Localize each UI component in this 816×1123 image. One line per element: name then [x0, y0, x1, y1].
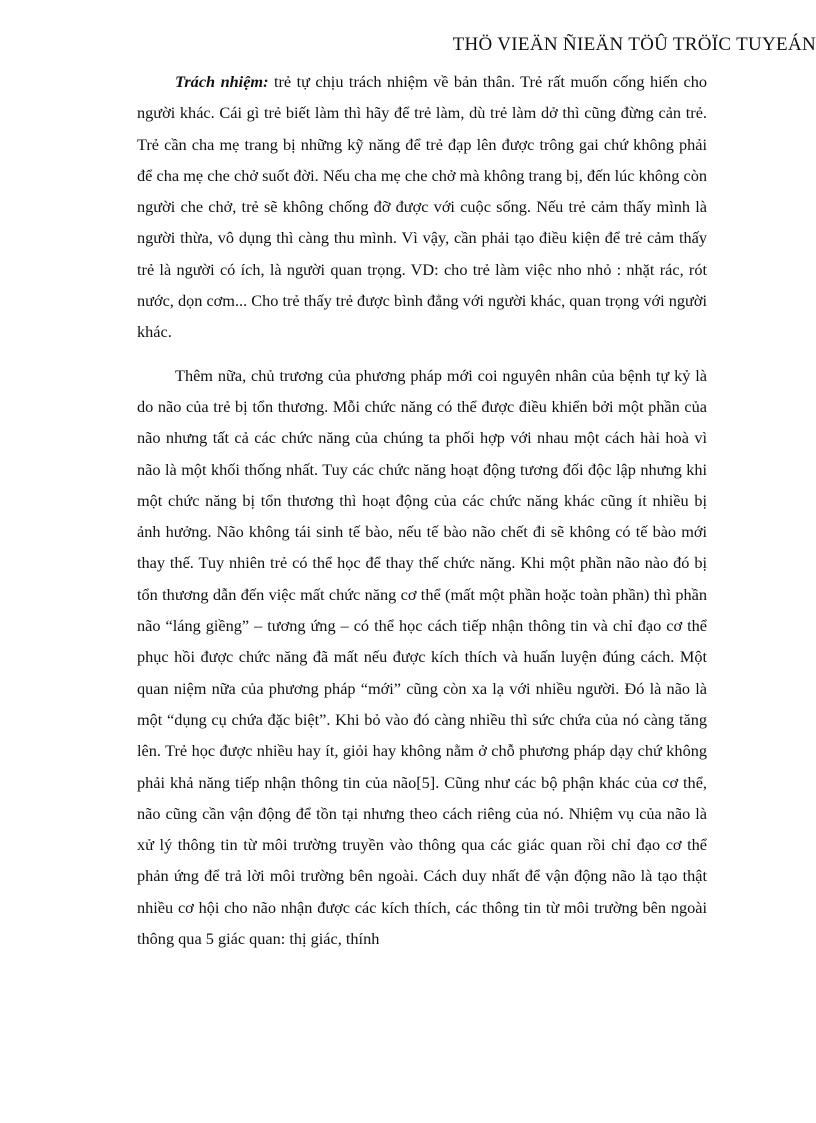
paragraph-text: trẻ tự chịu trách nhiệm về bản thân. Trẻ rất muốn cống hiến cho người khác. Cái gì trẻ biết làm thì hãy để trẻ làm, dù trẻ làm dở thì cũng đừng cản trẻ. Trẻ cần cha mẹ trang bị những kỹ năng để trẻ đạp lên được trông gai chứ không phải để cha mẹ che chở suốt đời. Nếu cha mẹ che chở mà không trang bị, đến lúc không còn người che chở, trẻ sẽ không chống đỡ được với cuộc sống. Nếu trẻ cảm thấy mình là người thừa, vô dụng thì càng thu mình. Vì vậy, cần phải tạo điều kiện để trẻ cảm thấy trẻ là người có ích, là người quan trọng. VD: cho trẻ làm việc nho nhỏ : nhặt rác, rót nước, dọn cơm... Cho trẻ thấy trẻ được bình đẳng với người khác, quan trọng với người khác.	[137, 72, 707, 342]
paragraph-brain	[137, 360, 707, 955]
page-header	[296, 34, 816, 56]
paragraph-lead: Trách nhiệm:	[175, 72, 269, 91]
document-body	[137, 66, 707, 954]
paragraph-text: Thêm nữa, chủ trương của phương pháp mới coi nguyên nhân của bệnh tự kỷ là do não của trẻ bị tổn thương. Mỗi chức năng có thể được điều khiển bởi một phần của não nhưng tất cả các chức năng của chúng ta phối hợp với nhau một cách hài hoà vì não là một khối thống nhất. Tuy các chức năng hoạt động tương đối độc lập nhưng khi một chức năng bị tổn thương thì hoạt động của các chức năng khác cũng ít nhiều bị ảnh hưởng. Não không tái sinh tế bào, nếu tế bào não chết đi sẽ không có tế bào mới thay thế. Tuy nhiên trẻ có thể học để thay thế chức năng. Khi một phần não nào đó bị tổn thương dẫn đến việc mất chức năng cơ thể (mất một phần hoặc toàn phần) thì phần não “láng giềng” – tương ứng – có thể học cách tiếp nhận thông tin và chỉ đạo cơ thể phục hồi được chức năng đã mất nếu được kích thích và huấn luyện đúng cách. Một quan niệm nữa của phương pháp “mới” cũng còn xa lạ với nhiều người. Đó là não là một “dụng cụ chứa đặc biệt”. Khi bỏ vào đó càng nhiều thì sức chứa của nó càng tăng lên. Trẻ học được nhiều hay ít, giỏi hay không nằm ở chỗ phương pháp dạy chứ không phải khả năng tiếp nhận thông tin của não[5]. Cũng như các bộ phận khác của cơ thể, não cũng cần vận động để tồn tại nhưng theo cách riêng của nó. Nhiệm vụ của não là xử lý thông tin từ môi trường truyền vào thông qua các giác quan rồi chỉ đạo cơ thể phản ứng để trả lời môi trường bên ngoài. Cách duy nhất để vận động não là tạo thật nhiều cơ hội cho não nhận được các kích thích, các thông tin từ môi trường bên ngoài thông qua 5 giác quan: thị giác, thính	[137, 365, 707, 949]
header-title: THÖ VIEÄN ÑIEÄN TÖÛ TRÖÏC TUYEÁN	[452, 34, 816, 55]
paragraph-responsibility	[137, 66, 707, 348]
